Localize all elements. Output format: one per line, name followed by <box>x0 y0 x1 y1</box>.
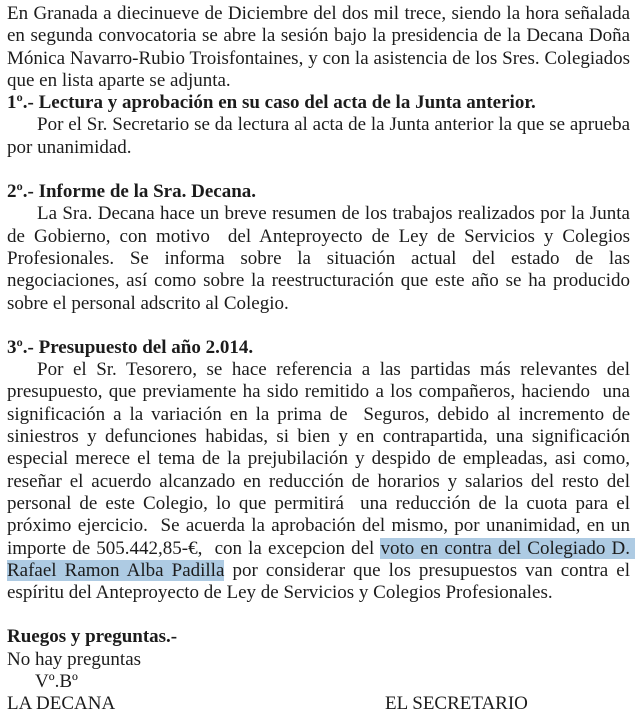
budget-text-after-highlight: por considerar que los presupuestos van contra el espíritu del Anteproyecto de Ley de Servicios y Colegios Profesionales. <box>7 559 635 604</box>
no-questions-line: No hay preguntas <box>7 648 142 670</box>
agenda-item-3-body <box>7 359 635 604</box>
intro-paragraph: En Granada a diecinueve de Diciembre del dos mil trece, siendo la hora señalada en segunda convocatoria se abre la sesión bajo la presidencia de la Decana Doña Mónica Navarro-Rubio Troisfontaines, y con la asistencia de los Sres. Colegiados que en lista aparte se adjunta. <box>7 3 635 91</box>
questions-heading: Ruegos y preguntas.- <box>7 626 178 648</box>
signature-el-secretario: EL SECRETARIO <box>385 693 528 715</box>
agenda-item-1-body: Por el Sr. Secretario se da lectura al acta de la Junta anterior la que se aprueba por unanimidad. <box>7 114 635 158</box>
budget-text-before-highlight: Por el Sr. Tesorero, se hace referencia a las partidas más relevantes del presupuesto, que previamente ha sido remitido a los compañeros, haciendo una significación a la variación en la prima de Seguros, debido al incremento de siniestros y defunciones habidas, si bien y en contrapartida, una significación especial merece el tema de la prejubilación y despido de empleadas, asi como, reseñar el acuerdo alcanzado en reducción de horarios y salarios del resto del personal de este Colegio, lo que permitirá una reducción de la cuota para el próximo ejercicio. Se acuerda la aprobación del mismo, por unanimidad, en un importe de 505.442,85-€, con la excepcion del <box>7 359 635 559</box>
agenda-item-2-heading: 2º.- Informe de la Sra. Decana. <box>7 181 257 203</box>
agenda-item-1-heading: 1º.- Lectura y aprobación en su caso del acta de la Junta anterior. <box>7 92 536 114</box>
highlighted-dissent-text: voto en contra del Colegiado D. Rafael Ramon Alba Padilla <box>7 537 635 581</box>
signature-row <box>7 693 630 716</box>
agenda-item-2-body: La Sra. Decana hace un breve resumen de los trabajos realizados por la Junta de Gobierno, con motivo del Anteproyecto de Ley de Servicios y Colegios Profesionales. Se informa sobre la situación actual del estado de las negociaciones, así como sobre la reestructuración que este año se ha producido sobre el personal adscrito al Colegio. <box>7 203 635 314</box>
vb-line: Vº.Bº <box>35 671 78 693</box>
signature-la-decana: LA DECANA <box>7 693 116 715</box>
agenda-item-3-heading: 3º.- Presupuesto del año 2.014. <box>7 336 254 358</box>
